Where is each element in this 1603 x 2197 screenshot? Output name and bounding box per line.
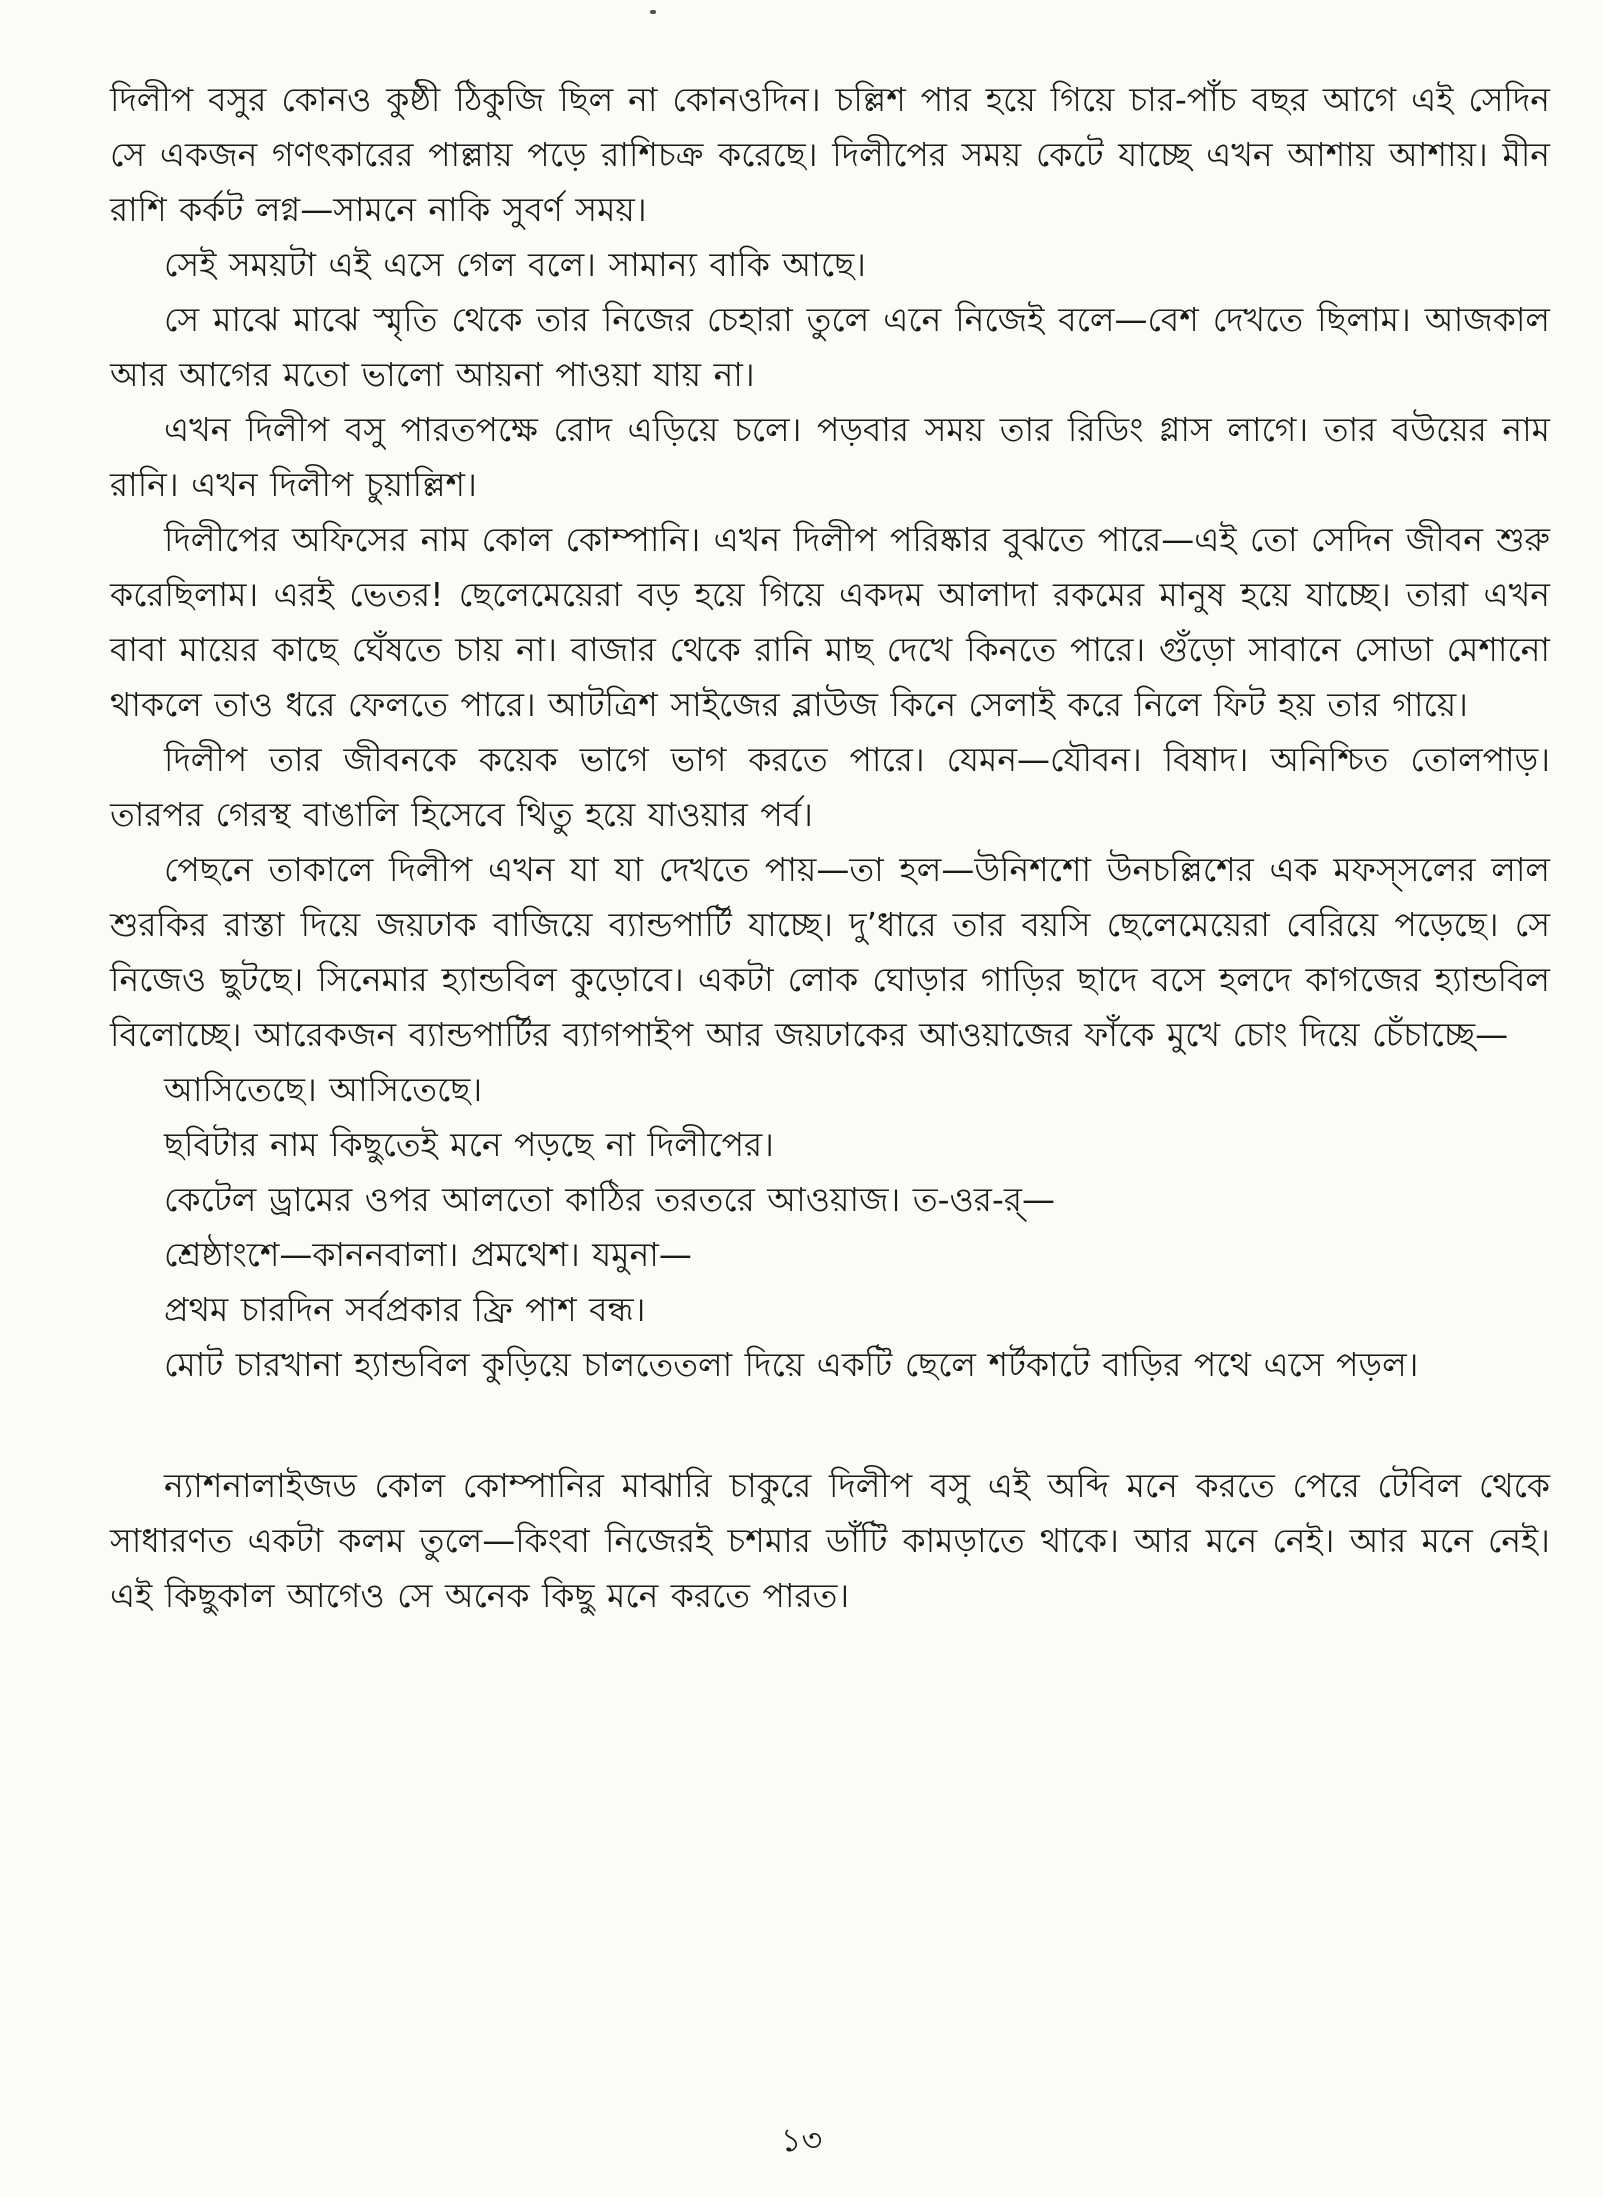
- scan-speck: [650, 10, 656, 14]
- paragraph-9: ছবিটার নাম কিছুতেই মনে পড়ছে না দিলীপের।: [164, 1125, 774, 1164]
- paragraph-7: পেছনে তাকালে দিলীপ এখন যা যা দেখতে পায়—তা হল—উনিশশো উনচল্লিশের এক মফস্‌সলের লাল শুরকির রাস্তা দিয়ে জয়ঢাক বাজিয়ে ব্যান্ডপার্টি যাচ্ছে। দু’ধারে তার বয়সি ছেলেমেয়েরা বেরিয়ে পড়েছে। সে নিজেও ছুটছে। সিনেমার হ্যান্ডবিল কুড়োবে। একটা লোক ঘোড়ার গাড়ির ছাদে বসে হলদে কাগজের হ্যান্ডবিল বিলোচ্ছে। আরেকজন ব্যান্ডপার্টির ব্যাগপাইপ আর জয়ঢাকের আওয়াজের ফাঁকে মুখে চোং দিয়ে চেঁচাচ্ছে—: [110, 850, 1550, 1054]
- page-body: [110, 72, 1550, 1623]
- paragraph-4: এখন দিলীপ বসু পারতপক্ষে রোদ এড়িয়ে চলে। পড়বার সময় তার রিডিং গ্লাস লাগে। তার বউয়ের নাম রানি। এখন দিলীপ চুয়াল্লিশ।: [110, 410, 1550, 504]
- paragraph-6: দিলীপ তার জীবনকে কয়েক ভাগে ভাগ করতে পারে। যেমন—যৌবন। বিষাদ। অনিশ্চিত তোলপাড়। তারপর গেরস্থ বাঙালি হিসেবে থিতু হয়ে যাওয়ার পর্ব।: [110, 740, 1550, 834]
- section-break: [110, 1392, 1550, 1458]
- paragraph-11: শ্রেষ্ঠাংশে—কাননবালা। প্রমথেশ। যমুনা—: [164, 1235, 692, 1274]
- paragraph-10: কেটেল ড্রামের ওপর আলতো কাঠির তরতরে আওয়াজ। ত-ওর-র্‌—: [164, 1180, 1056, 1219]
- paragraph-14: ন্যাশনালাইজড কোল কোম্পানির মাঝারি চাকুরে দিলীপ বসু এই অব্দি মনে করতে পেরে টেবিল থেকে সাধারণত একটা কলম তুলে—কিংবা নিজেরই চশমার ডাঁটি কামড়াতে থাকে। আর মনে নেই। আর মনে নেই। এই কিছুকাল আগেও সে অনেক কিছু মনে করতে পারত।: [110, 1466, 1550, 1615]
- paragraph-1: দিলীপ বসুর কোনও কুষ্ঠী ঠিকুজি ছিল না কোনওদিন। চল্লিশ পার হয়ে গিয়ে চার-পাঁচ বছর আগে এই সেদিন সে একজন গণৎকারের পাল্লায় পড়ে রাশিচক্র করেছে। দিলীপের সময় কেটে যাচ্ছে এখন আশায় আশায়। মীন রাশি কর্কট লগ্ন—সামনে নাকি সুবর্ণ সময়।: [110, 80, 1550, 229]
- paragraph-8: আসিতেছে। আসিতেছে।: [164, 1070, 483, 1109]
- page-number: ১৩: [780, 2121, 823, 2159]
- paragraph-13: মোট চারখানা হ্যান্ডবিল কুড়িয়ে চালতেতলা দিয়ে একটি ছেলে শর্টকাটে বাড়ির পথে এসে পড়ল।: [164, 1345, 1419, 1384]
- paragraph-12: প্রথম চারদিন সর্বপ্রকার ফ্রি পাশ বন্ধ।: [164, 1290, 646, 1329]
- paragraph-2: সেই সময়টা এই এসে গেল বলে। সামান্য বাকি আছে।: [164, 245, 866, 284]
- paragraph-5: দিলীপের অফিসের নাম কোল কোম্পানি। এখন দিলীপ পরিষ্কার বুঝতে পারে—এই তো সেদিন জীবন শুরু করেছিলাম। এরই ভেতর! ছেলেমেয়েরা বড় হয়ে গিয়ে একদম আলাদা রকমের মানুষ হয়ে যাচ্ছে। তারা এখন বাবা মায়ের কাছে ঘেঁষতে চায় না। বাজার থেকে রানি মাছ দেখে কিনতে পারে। গুঁড়ো সাবানে সোডা মেশানো থাকলে তাও ধরে ফেলতে পারে। আটত্রিশ সাইজের ব্লাউজ কিনে সেলাই করে নিলে ফিট হয় তার গায়ে।: [110, 520, 1550, 724]
- paragraph-3: সে মাঝে মাঝে স্মৃতি থেকে তার নিজের চেহারা তুলে এনে নিজেই বলে—বেশ দেখতে ছিলাম। আজকাল আর আগের মতো ভালো আয়না পাওয়া যায় না।: [110, 300, 1550, 394]
